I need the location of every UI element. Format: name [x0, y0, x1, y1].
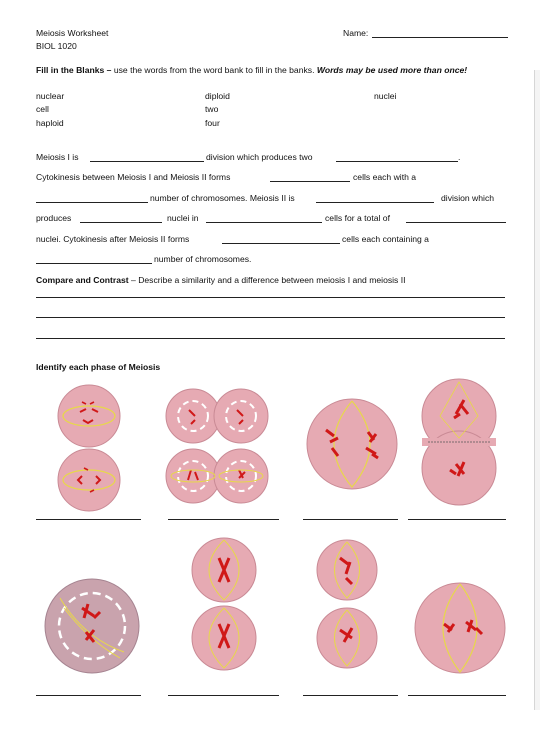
fill-blanks-emphasis: Words may be used more than once! [316, 65, 468, 75]
compare-contrast [36, 275, 406, 286]
blank-4[interactable] [36, 202, 148, 203]
blank-7[interactable] [206, 222, 322, 223]
sentence-4a: produces [36, 213, 72, 223]
phase-image-2 [163, 388, 271, 506]
sentence-3b: division which [441, 193, 495, 203]
answer-line-2[interactable] [36, 317, 505, 318]
worksheet-title: Meiosis Worksheet [36, 28, 109, 38]
identify-heading: Identify each phase of Meiosis [36, 362, 161, 372]
sentence-5a: nuclei. Cytokinesis after Meiosis II forms [36, 234, 190, 244]
word-bank-nuclear: nuclear [36, 91, 65, 101]
viewer-scrollbar[interactable] [534, 70, 540, 710]
fill-blanks-instructions [36, 65, 511, 76]
blank-6[interactable] [80, 222, 162, 223]
phase-image-1 [56, 384, 122, 512]
answer-line-1[interactable] [36, 297, 505, 298]
fill-blanks-heading: Fill in the Blanks – [36, 65, 112, 75]
course-code: BIOL 1020 [36, 41, 77, 51]
blank-1[interactable] [90, 161, 204, 162]
phase-answer-2[interactable] [168, 519, 279, 520]
word-bank-four: four [205, 118, 220, 128]
phase-answer-8[interactable] [408, 695, 506, 696]
blank-10[interactable] [36, 263, 152, 264]
sentence-4b: nuclei in [167, 213, 199, 223]
sentence-1b: division which produces two [206, 152, 313, 162]
phase-image-7 [316, 538, 378, 670]
sentence-4c: cells for a total of [325, 213, 390, 223]
phase-image-4 [420, 388, 498, 498]
blank-2[interactable] [336, 161, 458, 162]
name-label: Name: [343, 28, 369, 38]
phase-image-8 [414, 582, 506, 674]
blank-5[interactable] [316, 202, 434, 203]
word-bank-diploid: diploid [205, 91, 230, 101]
phase-answer-6[interactable] [168, 695, 279, 696]
word-bank-nuclei: nuclei [374, 91, 397, 101]
name-blank[interactable] [372, 37, 508, 38]
blank-8[interactable] [406, 222, 506, 223]
compare-heading: Compare and Contrast [36, 275, 129, 285]
phase-image-5 [44, 578, 140, 674]
phase-answer-7[interactable] [303, 695, 398, 696]
phase-answer-1[interactable] [36, 519, 141, 520]
sentence-3a: number of chromosomes. Meiosis II is [150, 193, 295, 203]
blank-9[interactable] [222, 243, 340, 244]
sentence-5b: cells each containing a [342, 234, 429, 244]
word-bank-cell: cell [36, 104, 49, 114]
answer-line-3[interactable] [36, 338, 505, 339]
sentence-1a: Meiosis I is [36, 152, 79, 162]
sentence-2a: Cytokinesis between Meiosis I and Meiosis II forms [36, 172, 231, 182]
word-bank-two: two [205, 104, 219, 114]
sentence-6a: number of chromosomes. [154, 254, 252, 264]
blank-3[interactable] [270, 181, 350, 182]
phase-answer-5[interactable] [36, 695, 141, 696]
phase-answer-3[interactable] [303, 519, 398, 520]
phase-image-6 [189, 538, 259, 670]
phase-image-3 [306, 398, 398, 490]
phase-answer-4[interactable] [408, 519, 506, 520]
fill-blanks-instruction: use the words from the word bank to fill in the banks. [111, 65, 317, 75]
word-bank-haploid: haploid [36, 118, 64, 128]
sentence-2b: cells each with a [353, 172, 417, 182]
sentence-1c: . [458, 152, 461, 162]
compare-text: – Describe a similarity and a difference between meiosis I and meiosis II [128, 275, 406, 285]
